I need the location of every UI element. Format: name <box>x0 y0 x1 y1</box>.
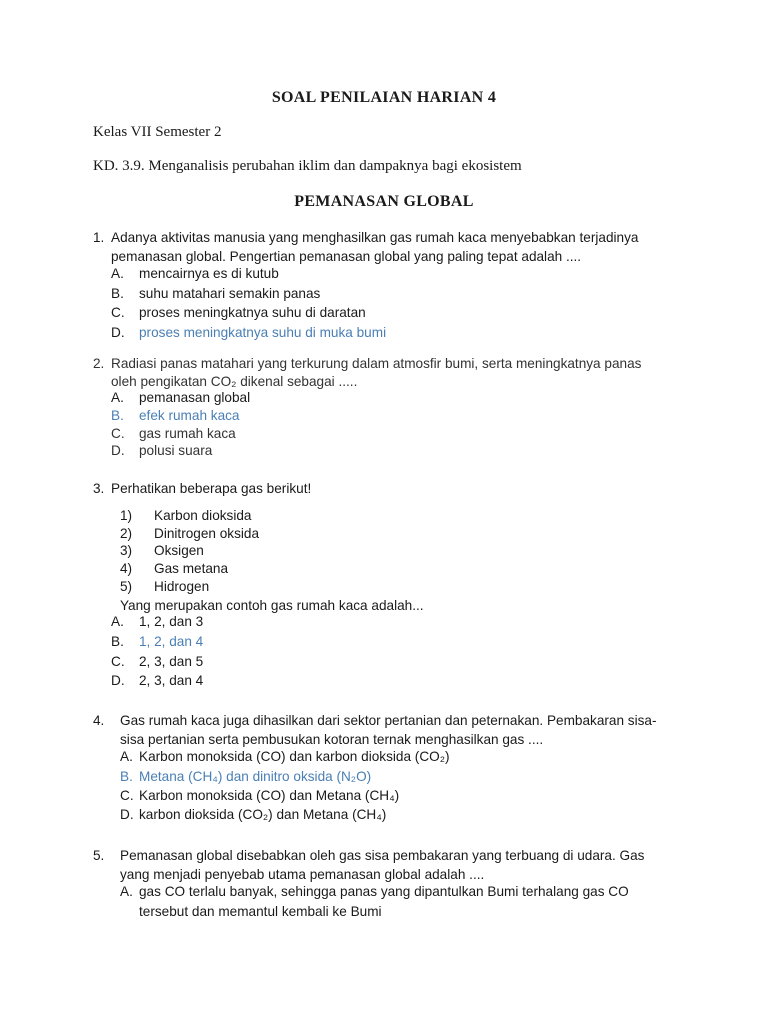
option-b: B. suhu matahari semakin panas <box>111 286 321 301</box>
option-a: A. Karbon monoksida (CO) dan karbon dioksida (CO₂) <box>120 749 450 764</box>
option-c: C. gas rumah kaca <box>111 426 236 441</box>
option-b-answer: B. 1, 2, dan 4 <box>111 634 204 649</box>
option-c: C. 2, 3, dan 5 <box>111 654 204 669</box>
question-text-line: Adanya aktivitas manusia yang menghasilkan gas rumah kaca menyebabkan terjadinya <box>111 230 639 245</box>
question-text-line: Radiasi panas matahari yang terkurung dalam atmosfir bumi, serta meningkatnya panas <box>111 356 642 371</box>
question-text-line: Gas rumah kaca juga dihasilkan dari sektor pertanian dan peternakan. Pembakaran sisa- <box>120 713 657 728</box>
option-a: A. pemanasan global <box>111 390 251 405</box>
question-text-line: pemanasan global. Pengertian pemanasan global yang paling tepat adalah .... <box>111 249 582 264</box>
option-b-answer: B. efek rumah kaca <box>111 408 240 423</box>
question-text-line: sisa pertanian serta pembusukan kotoran ternak menghasilkan gas .... <box>120 732 544 747</box>
gas-list-item: 3) Oksigen <box>120 543 204 558</box>
gas-list-item: 5) Hidrogen <box>120 579 210 594</box>
option-a: A. gas CO terlalu banyak, sehingga panas yang dipantulkan Bumi terhalang gas CO <box>120 884 629 899</box>
option-a-continuation: tersebut dan memantul kembali ke Bumi <box>139 904 382 919</box>
question-text-line: Perhatikan beberapa gas berikut! <box>111 481 312 496</box>
option-c: C. proses meningkatnya suhu di daratan <box>111 305 366 320</box>
document-title: SOAL PENILAIAN HARIAN 4 <box>271 89 497 106</box>
question-prompt: Yang merupakan contoh gas rumah kaca adalah... <box>120 598 424 613</box>
gas-list-item: 1) Karbon dioksida <box>120 508 252 523</box>
kd-statement: KD. 3.9. Menganalisis perubahan iklim dan dampaknya bagi ekosistem <box>93 158 522 174</box>
question-text-line: Pemanasan global disebabkan oleh gas sisa pembakaran yang terbuang di udara. Gas <box>120 848 645 863</box>
option-d: D. polusi suara <box>111 443 213 458</box>
question-text-line: yang menjadi penyebab utama pemanasan global adalah .... <box>120 867 485 882</box>
option-d: D. karbon dioksida (CO₂) dan Metana (CH₄) <box>120 807 387 822</box>
gas-list-item: 4) Gas metana <box>120 561 229 576</box>
class-info: Kelas VII Semester 2 <box>93 124 222 140</box>
option-d-answer: D. proses meningkatnya suhu di muka bumi <box>111 325 387 340</box>
question-number: 3. <box>93 481 105 496</box>
question-number: 5. <box>93 848 105 863</box>
section-title: PEMANASAN GLOBAL <box>294 193 474 210</box>
question-text-line: oleh pengikatan CO₂ dikenal sebagai ..... <box>111 374 358 389</box>
option-a: A. 1, 2, dan 3 <box>111 614 204 629</box>
question-number: 1. <box>93 230 105 245</box>
gas-list-item: 2) Dinitrogen oksida <box>120 526 260 541</box>
option-a: A. mencairnya es di kutub <box>111 266 279 281</box>
option-b-answer: B. Metana (CH₄) dan dinitro oksida (N₂O) <box>120 769 372 784</box>
option-c: C. Karbon monoksida (CO) dan Metana (CH₄) <box>120 788 400 803</box>
question-number: 2. <box>93 356 105 371</box>
option-d: D. 2, 3, dan 4 <box>111 673 204 688</box>
question-number: 4. <box>93 713 105 728</box>
